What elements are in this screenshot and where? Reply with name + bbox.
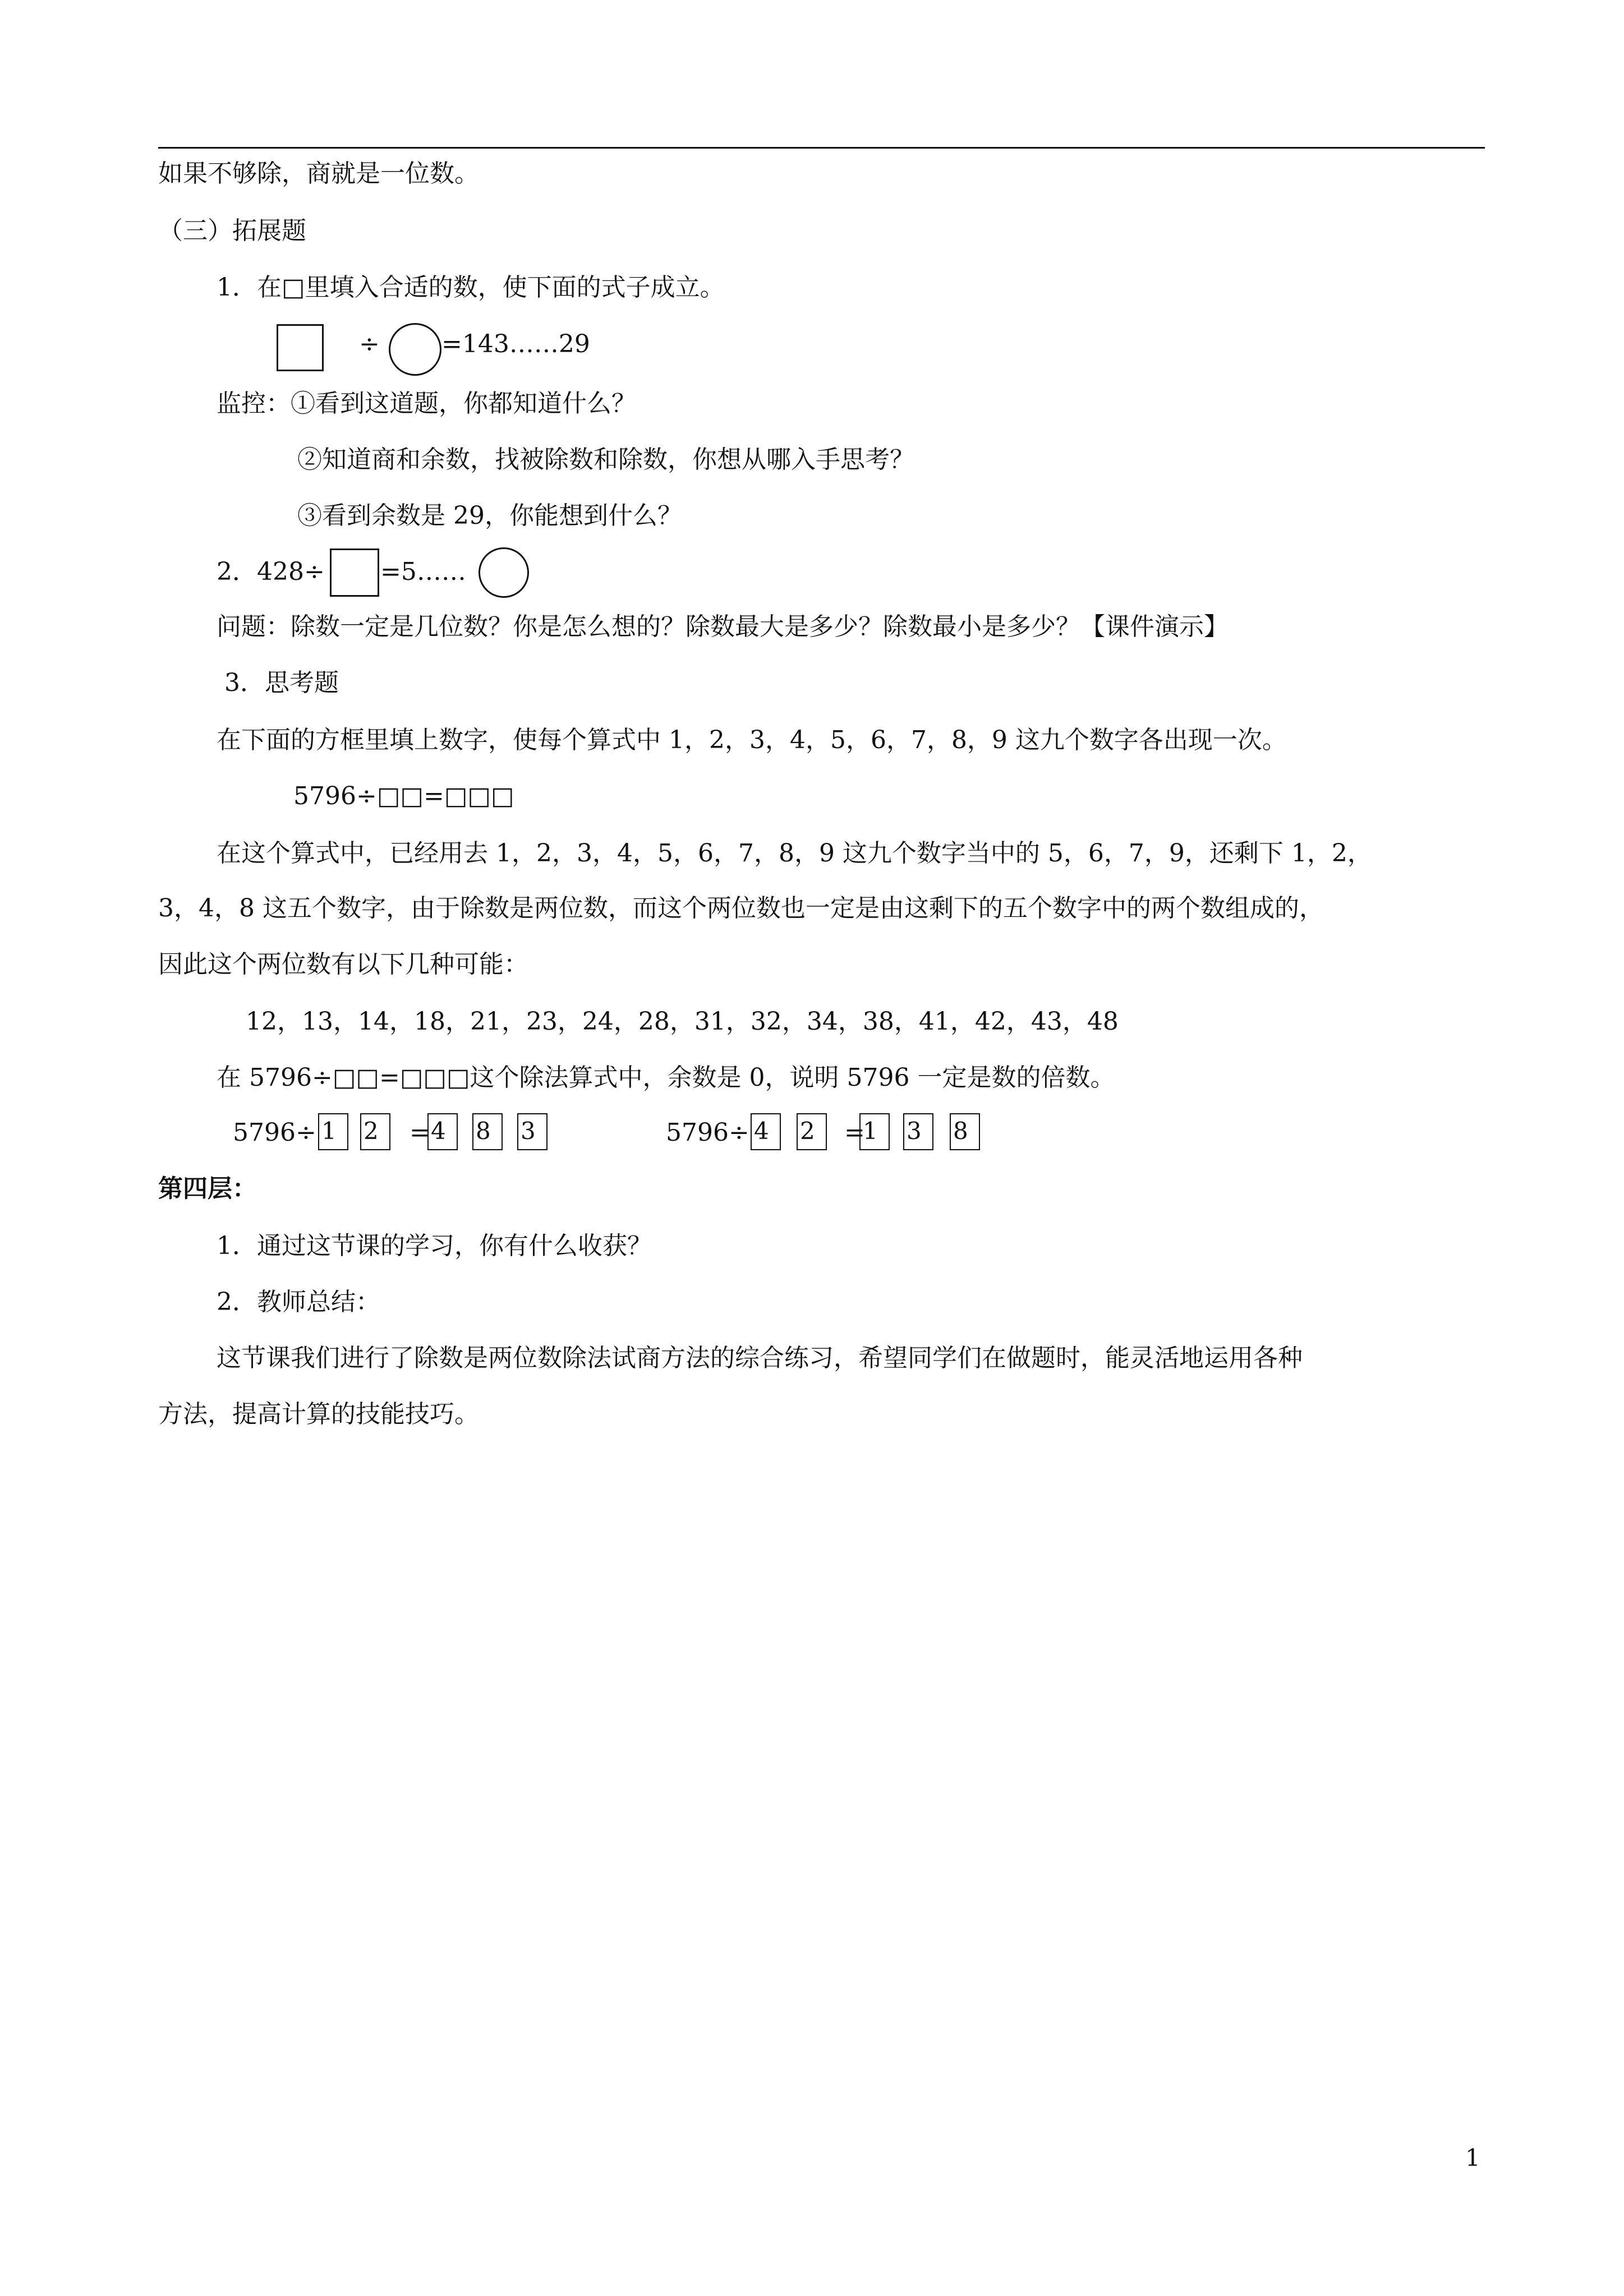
text-line: 因此这个两位数有以下几种可能： bbox=[158, 950, 528, 979]
answer-box: 1 bbox=[318, 1113, 348, 1150]
monitor-line-3: ③看到余数是 29，你能想到什么？ bbox=[297, 501, 682, 530]
text-line: 在这个算式中，已经用去 1，2，3，4，5，6，7，8，9 这九个数字当中的 5，6，7，9，还剩下 1，2， bbox=[217, 839, 1372, 868]
question-2-quotient: =5…… bbox=[380, 557, 466, 586]
question-3-title: 3．思考题 bbox=[224, 668, 339, 697]
header-rule bbox=[158, 147, 1485, 149]
text-line: 在下面的方框里填上数字，使每个算式中 1，2，3，4，5，6，7，8，9 这九个数字各出现一次。 bbox=[217, 726, 1287, 754]
blank-square bbox=[330, 548, 379, 597]
puzzle-expression: 5796÷□□=□□□ bbox=[293, 782, 514, 810]
page-number: 1 bbox=[1465, 2144, 1480, 2171]
equals-sign: = bbox=[844, 1118, 865, 1147]
answer-box: 3 bbox=[903, 1113, 933, 1150]
question-2-prompt: 问题：除数一定是几位数？你是怎么想的？除数最大是多少？除数最小是多少？【课件演示】 bbox=[217, 612, 1229, 641]
answer-left-dividend: 5796÷ bbox=[233, 1118, 316, 1147]
answer-box: 3 bbox=[517, 1113, 548, 1150]
answer-box: 4 bbox=[427, 1113, 458, 1150]
equals-sign: = bbox=[410, 1118, 430, 1147]
answer-box: 8 bbox=[472, 1113, 503, 1150]
text-line: 这节课我们进行了除数是两位数除法试商方法的综合练习，希望同学们在做题时，能灵活地运用各种 bbox=[217, 1344, 1303, 1372]
possibilities-list: 12，13，14，18，21，23，24，28，31，32，34，38，41，42，43，48 bbox=[246, 1007, 1119, 1036]
monitor-line-2: ②知道商和余数，找被除数和除数，你想从哪入手思考？ bbox=[297, 445, 914, 474]
text-line: 在 5796÷□□=□□□这个除法算式中，余数是 0，说明 5796 一定是数的倍数。 bbox=[217, 1063, 1115, 1092]
answer-box: 2 bbox=[797, 1113, 827, 1150]
blank-square bbox=[277, 324, 324, 371]
question-1: 1．在□里填入合适的数，使下面的式子成立。 bbox=[217, 273, 725, 302]
divide-sign: ÷ bbox=[359, 330, 380, 358]
answer-right-dividend: 5796÷ bbox=[666, 1118, 749, 1147]
blank-circle bbox=[389, 323, 441, 376]
answer-box: 4 bbox=[751, 1113, 781, 1150]
summary-question-1: 1．通过这节课的学习，你有什么收获？ bbox=[217, 1232, 652, 1260]
section-heading: （三）拓展题 bbox=[158, 216, 306, 245]
text-line: 如果不够除，商就是一位数。 bbox=[158, 159, 479, 188]
monitor-line-1: 监控：①看到这道题，你都知道什么？ bbox=[217, 389, 636, 418]
text-line: 方法，提高计算的技能技巧。 bbox=[158, 1400, 479, 1428]
answer-box: 2 bbox=[360, 1113, 390, 1150]
summary-question-2: 2．教师总结： bbox=[217, 1288, 380, 1316]
question-2-dividend: 2．428÷ bbox=[217, 557, 325, 586]
text-line: 3，4，8 这五个数字，由于除数是两位数，而这个两位数也一定是由这剩下的五个数字中的两个数组成的， bbox=[158, 894, 1324, 923]
answer-box: 8 bbox=[950, 1113, 980, 1150]
answer-box: 1 bbox=[859, 1113, 890, 1150]
blank-circle bbox=[479, 547, 529, 598]
section-heading-level-4: 第四层： bbox=[158, 1174, 257, 1203]
equation-result: =143……29 bbox=[441, 330, 590, 358]
